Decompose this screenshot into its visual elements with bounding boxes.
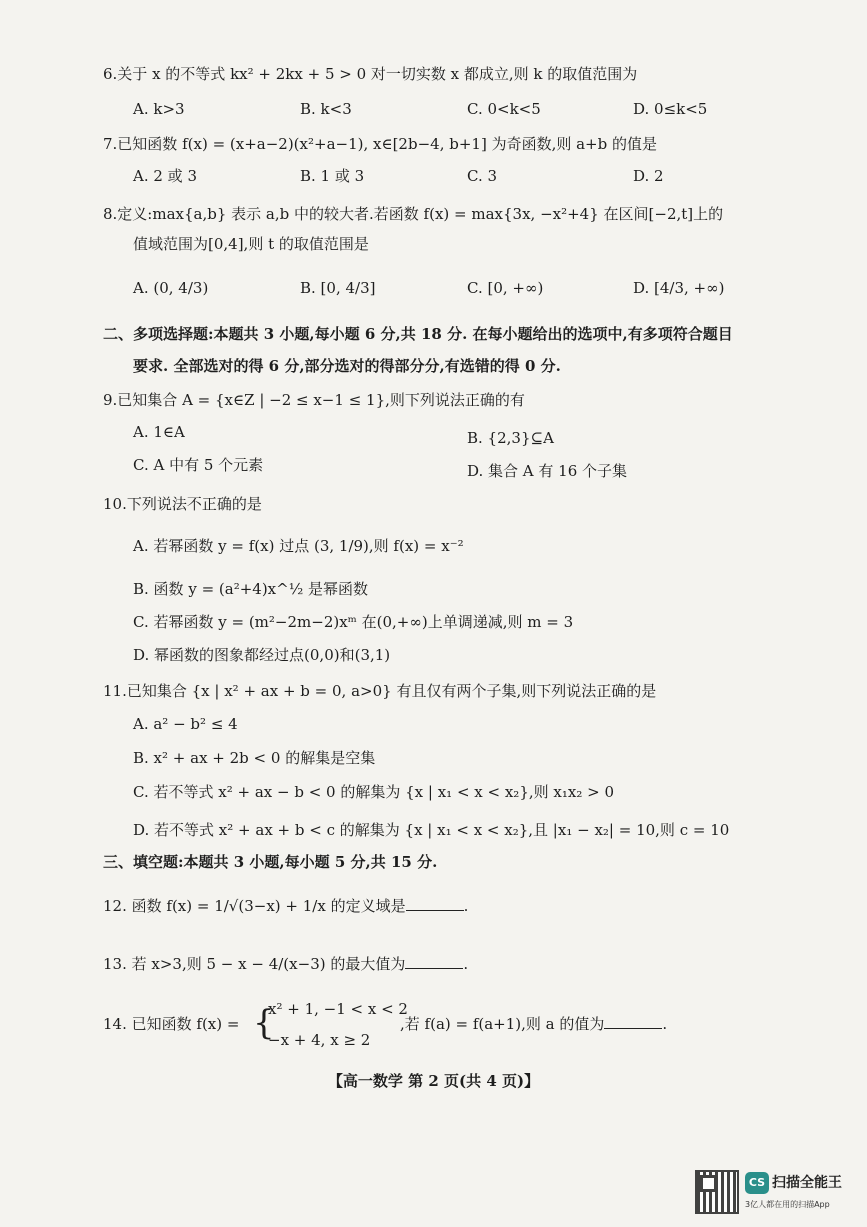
q8-option-d: D. [4/3, +∞) (633, 279, 725, 297)
q14-post: ,若 f(a) = f(a+1),则 a 的值为 (400, 1015, 605, 1033)
q13-answer-blank[interactable] (405, 954, 463, 969)
watermark-subtitle: 3亿人都在用的扫描App (745, 1200, 830, 1209)
q11-option-b: B. x² + ax + 2b < 0 的解集是空集 (133, 749, 376, 767)
q7-option-a: A. 2 或 3 (133, 167, 197, 185)
q11-option-c: C. 若不等式 x² + ax − b < 0 的解集为 {x | x₁ < x < x₂},则 x₁x₂ > 0 (133, 783, 614, 801)
q6-option-a: A. k>3 (133, 100, 185, 118)
watermark-title: 扫描全能王 (772, 1175, 842, 1191)
q10-stem: 10.下列说法不正确的是 (103, 495, 262, 513)
q8-option-a: A. (0, 4/3) (133, 279, 209, 297)
q7-option-d: D. 2 (633, 167, 664, 185)
q7-stem: 7.已知函数 f(x) = (x+a−2)(x²+a−1), x∈[2b−4, b+1] 为奇函数,则 a+b 的值是 (103, 135, 657, 153)
q14-row: ,若 f(a) = f(a+1),则 a 的值为 . (400, 1015, 668, 1033)
q14-case2: −x + 4, x ≥ 2 (268, 1031, 371, 1049)
q12-stem: 12. 函数 f(x) = 1/√(3−x) + 1/x 的定义域是 (103, 897, 406, 915)
q6-option-b: B. k<3 (300, 100, 352, 118)
q10-option-b: B. 函数 y = (a²+4)x^½ 是幂函数 (133, 580, 369, 598)
q9-option-b: B. {2,3}⊆A (467, 429, 554, 447)
q14-case1: x² + 1, −1 < x < 2 (268, 1000, 408, 1018)
q8-option-b: B. [0, 4/3] (300, 279, 376, 297)
q8-option-c: C. [0, +∞) (467, 279, 544, 297)
q11-stem: 11.已知集合 {x | x² + ax + b = 0, a>0} 有且仅有两个子集,则下列说法正确的是 (103, 682, 657, 700)
qr-code-icon (695, 1170, 739, 1214)
q6-option-d: D. 0≤k<5 (633, 100, 708, 118)
q9-stem: 9.已知集合 A = {x∈Z | −2 ≤ x−1 ≤ 1},则下列说法正确的有 (103, 391, 525, 409)
q12-row: 12. 函数 f(x) = 1/√(3−x) + 1/x 的定义域是 . (103, 897, 469, 915)
q13-stem: 13. 若 x>3,则 5 − x − 4/(x−3) 的最大值为 (103, 955, 406, 973)
q10-option-a: A. 若幂函数 y = f(x) 过点 (3, 1/9),则 f(x) = x⁻² (133, 537, 464, 555)
q9-option-a: A. 1∈A (133, 423, 185, 441)
q10-option-d: D. 幂函数的图象都经过点(0,0)和(3,1) (133, 646, 391, 664)
q14-brace: { (253, 1003, 275, 1043)
q6-stem: 6.关于 x 的不等式 kx² + 2kx + 5 > 0 对一切实数 x 都成立,则 k 的取值范围为 (103, 65, 638, 83)
q12-answer-blank[interactable] (406, 896, 464, 911)
q13-row: 13. 若 x>3,则 5 − x − 4/(x−3) 的最大值为 . (103, 955, 469, 973)
q7-option-b: B. 1 或 3 (300, 167, 365, 185)
q9-option-d: D. 集合 A 有 16 个子集 (467, 462, 628, 480)
section2-instructions: 要求. 全部选对的得 6 分,部分选对的得部分分,有选错的得 0 分. (133, 357, 561, 375)
q8-stem-line1: 8.定义:max{a,b} 表示 a,b 中的较大者.若函数 f(x) = max{3x, −x²+4} 在区间[−2,t]上的 (103, 205, 724, 223)
section3-heading: 三、填空题:本题共 3 小题,每小题 5 分,共 15 分. (103, 853, 438, 871)
q10-option-c: C. 若幂函数 y = (m²−2m−2)xᵐ 在(0,+∞)上单调递减,则 m = 3 (133, 613, 574, 631)
page-footer: 【高一数学 第 2 页(共 4 页)】 (327, 1072, 540, 1090)
q6-option-c: C. 0<k<5 (467, 100, 541, 118)
q8-stem-line2: 值域范围为[0,4],则 t 的取值范围是 (133, 235, 369, 253)
q11-option-d: D. 若不等式 x² + ax + b < c 的解集为 {x | x₁ < x < x₂},且 |x₁ − x₂| = 10,则 c = 10 (133, 821, 730, 839)
q14-pre: 14. 已知函数 f(x) = (103, 1015, 240, 1033)
q11-option-a: A. a² − b² ≤ 4 (133, 715, 238, 733)
q14-answer-blank[interactable] (604, 1014, 662, 1029)
q7-option-c: C. 3 (467, 167, 498, 185)
q9-option-c: C. A 中有 5 个元素 (133, 456, 264, 474)
section2-heading: 二、多项选择题:本题共 3 小题,每小题 6 分,共 18 分. 在每小题给出的选项中,有多项符合题目 (103, 325, 733, 343)
camscanner-logo-icon: CS (745, 1172, 769, 1194)
